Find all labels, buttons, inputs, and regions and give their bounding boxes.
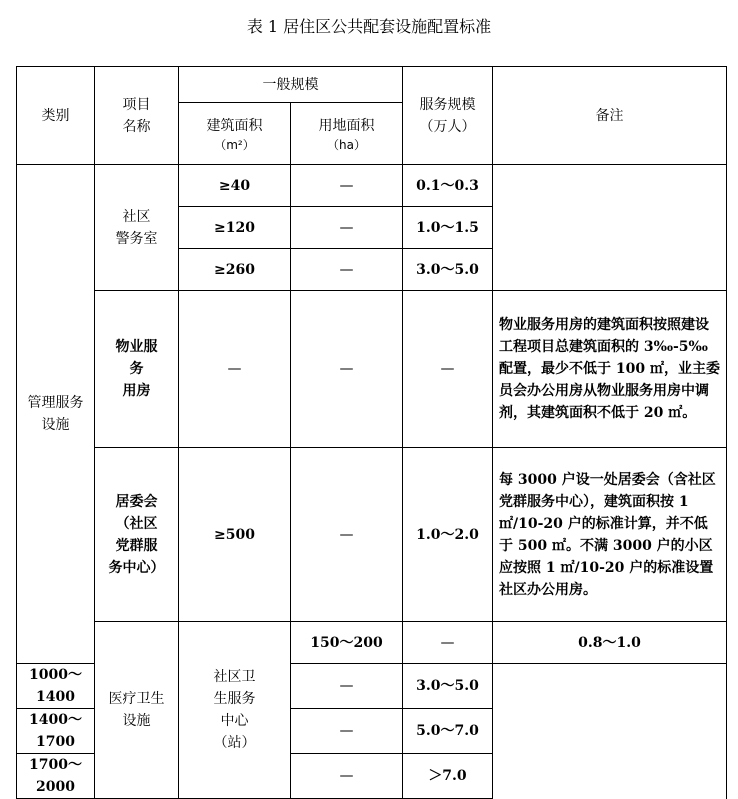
- service-scale-cell: —: [403, 291, 493, 448]
- table-row: [17, 448, 727, 622]
- building-area-label: 建筑面积: [206, 117, 263, 134]
- header-service-scale: [403, 67, 493, 165]
- service-scale-cell: 0.8～1.0: [493, 622, 727, 664]
- land-area-cell: —: [291, 291, 403, 448]
- category-medical-label: 医疗卫生设施: [108, 691, 165, 729]
- building-area-cell: —: [179, 291, 291, 448]
- building-area-cell: 150～200: [291, 622, 403, 664]
- header-category: 类别: [17, 67, 95, 165]
- item-police: [95, 165, 179, 291]
- header-remarks: 备注: [493, 67, 727, 165]
- service-scale-cell: 5.0～7.0: [403, 709, 493, 754]
- category-medical: [95, 622, 179, 799]
- building-area-unit: （m²）: [214, 137, 255, 152]
- land-area-cell: —: [291, 754, 403, 799]
- item-health: [179, 622, 291, 799]
- category-management-label: 管理服务设施: [27, 395, 84, 433]
- item-health-label: 社区卫 生服务 中心 （站）: [213, 669, 256, 751]
- building-area-cell: ≥120: [179, 207, 291, 249]
- building-area-cell: ≥260: [179, 249, 291, 291]
- land-area-cell: —: [291, 207, 403, 249]
- header-item: [95, 67, 179, 165]
- table-row: [17, 165, 727, 207]
- service-scale-cell: 3.0～5.0: [403, 664, 493, 709]
- header-service-scale-label: 服务规模 （万人）: [419, 96, 476, 135]
- building-area-cell: 1400～1700: [17, 709, 95, 754]
- land-area-label: 用地面积: [318, 117, 375, 134]
- item-property-label: 物业服 务 用房: [115, 339, 158, 399]
- land-area-cell: —: [291, 709, 403, 754]
- header-general-scale: 一般规模: [179, 67, 403, 103]
- land-area-cell: —: [291, 165, 403, 207]
- land-area-cell: —: [403, 622, 493, 664]
- header-land-area: [291, 103, 403, 165]
- note-police: [493, 165, 727, 291]
- table-title: 表 1 居住区公共配套设施配置标准: [246, 17, 492, 36]
- header-row-1: [17, 67, 727, 103]
- building-area-cell: ≥500: [179, 448, 291, 622]
- facility-standards-table: [16, 66, 727, 799]
- service-scale-cell: 1.0～2.0: [403, 448, 493, 622]
- building-area-cell: 1000～1400: [17, 664, 95, 709]
- table-row: [17, 291, 727, 448]
- item-property: [95, 291, 179, 448]
- note-property: 物业服务用房的建筑面积按照建设工程项目总建筑面积的 3‰-5‰配置，最少不低于 100 ㎡，业主委员会办公用房从物业服务用房中调剂，其建筑面积不低于 20 ㎡。: [493, 291, 727, 448]
- category-management: [17, 165, 95, 664]
- item-police-label: 社区 警务室: [115, 208, 158, 247]
- item-committee: [95, 448, 179, 622]
- building-area-cell: 1700～2000: [17, 754, 95, 799]
- land-area-cell: —: [291, 249, 403, 291]
- service-scale-cell: 0.1～0.3: [403, 165, 493, 207]
- service-scale-cell: 3.0～5.0: [403, 249, 493, 291]
- header-item-label: 项目 名称: [122, 96, 151, 135]
- building-area-cell: ≥40: [179, 165, 291, 207]
- table-row: [17, 622, 727, 664]
- land-area-cell: —: [291, 664, 403, 709]
- header-building-area: [179, 103, 291, 165]
- service-scale-cell: ＞7.0: [403, 754, 493, 799]
- note-committee: 每 3000 户设一处居委会（含社区党群服务中心），建筑面积按 1 ㎡/10-20 户的标准计算，并不低于 500 ㎡。不满 3000 户的小区应按照 1 ㎡/10-20 户的标准设置社区办公用房。: [493, 448, 727, 622]
- land-area-cell: —: [291, 448, 403, 622]
- item-committee-label: 居委会 （社区 党群服 务中心）: [108, 493, 165, 576]
- service-scale-cell: 1.0～1.5: [403, 207, 493, 249]
- land-area-unit: （ha）: [327, 137, 366, 152]
